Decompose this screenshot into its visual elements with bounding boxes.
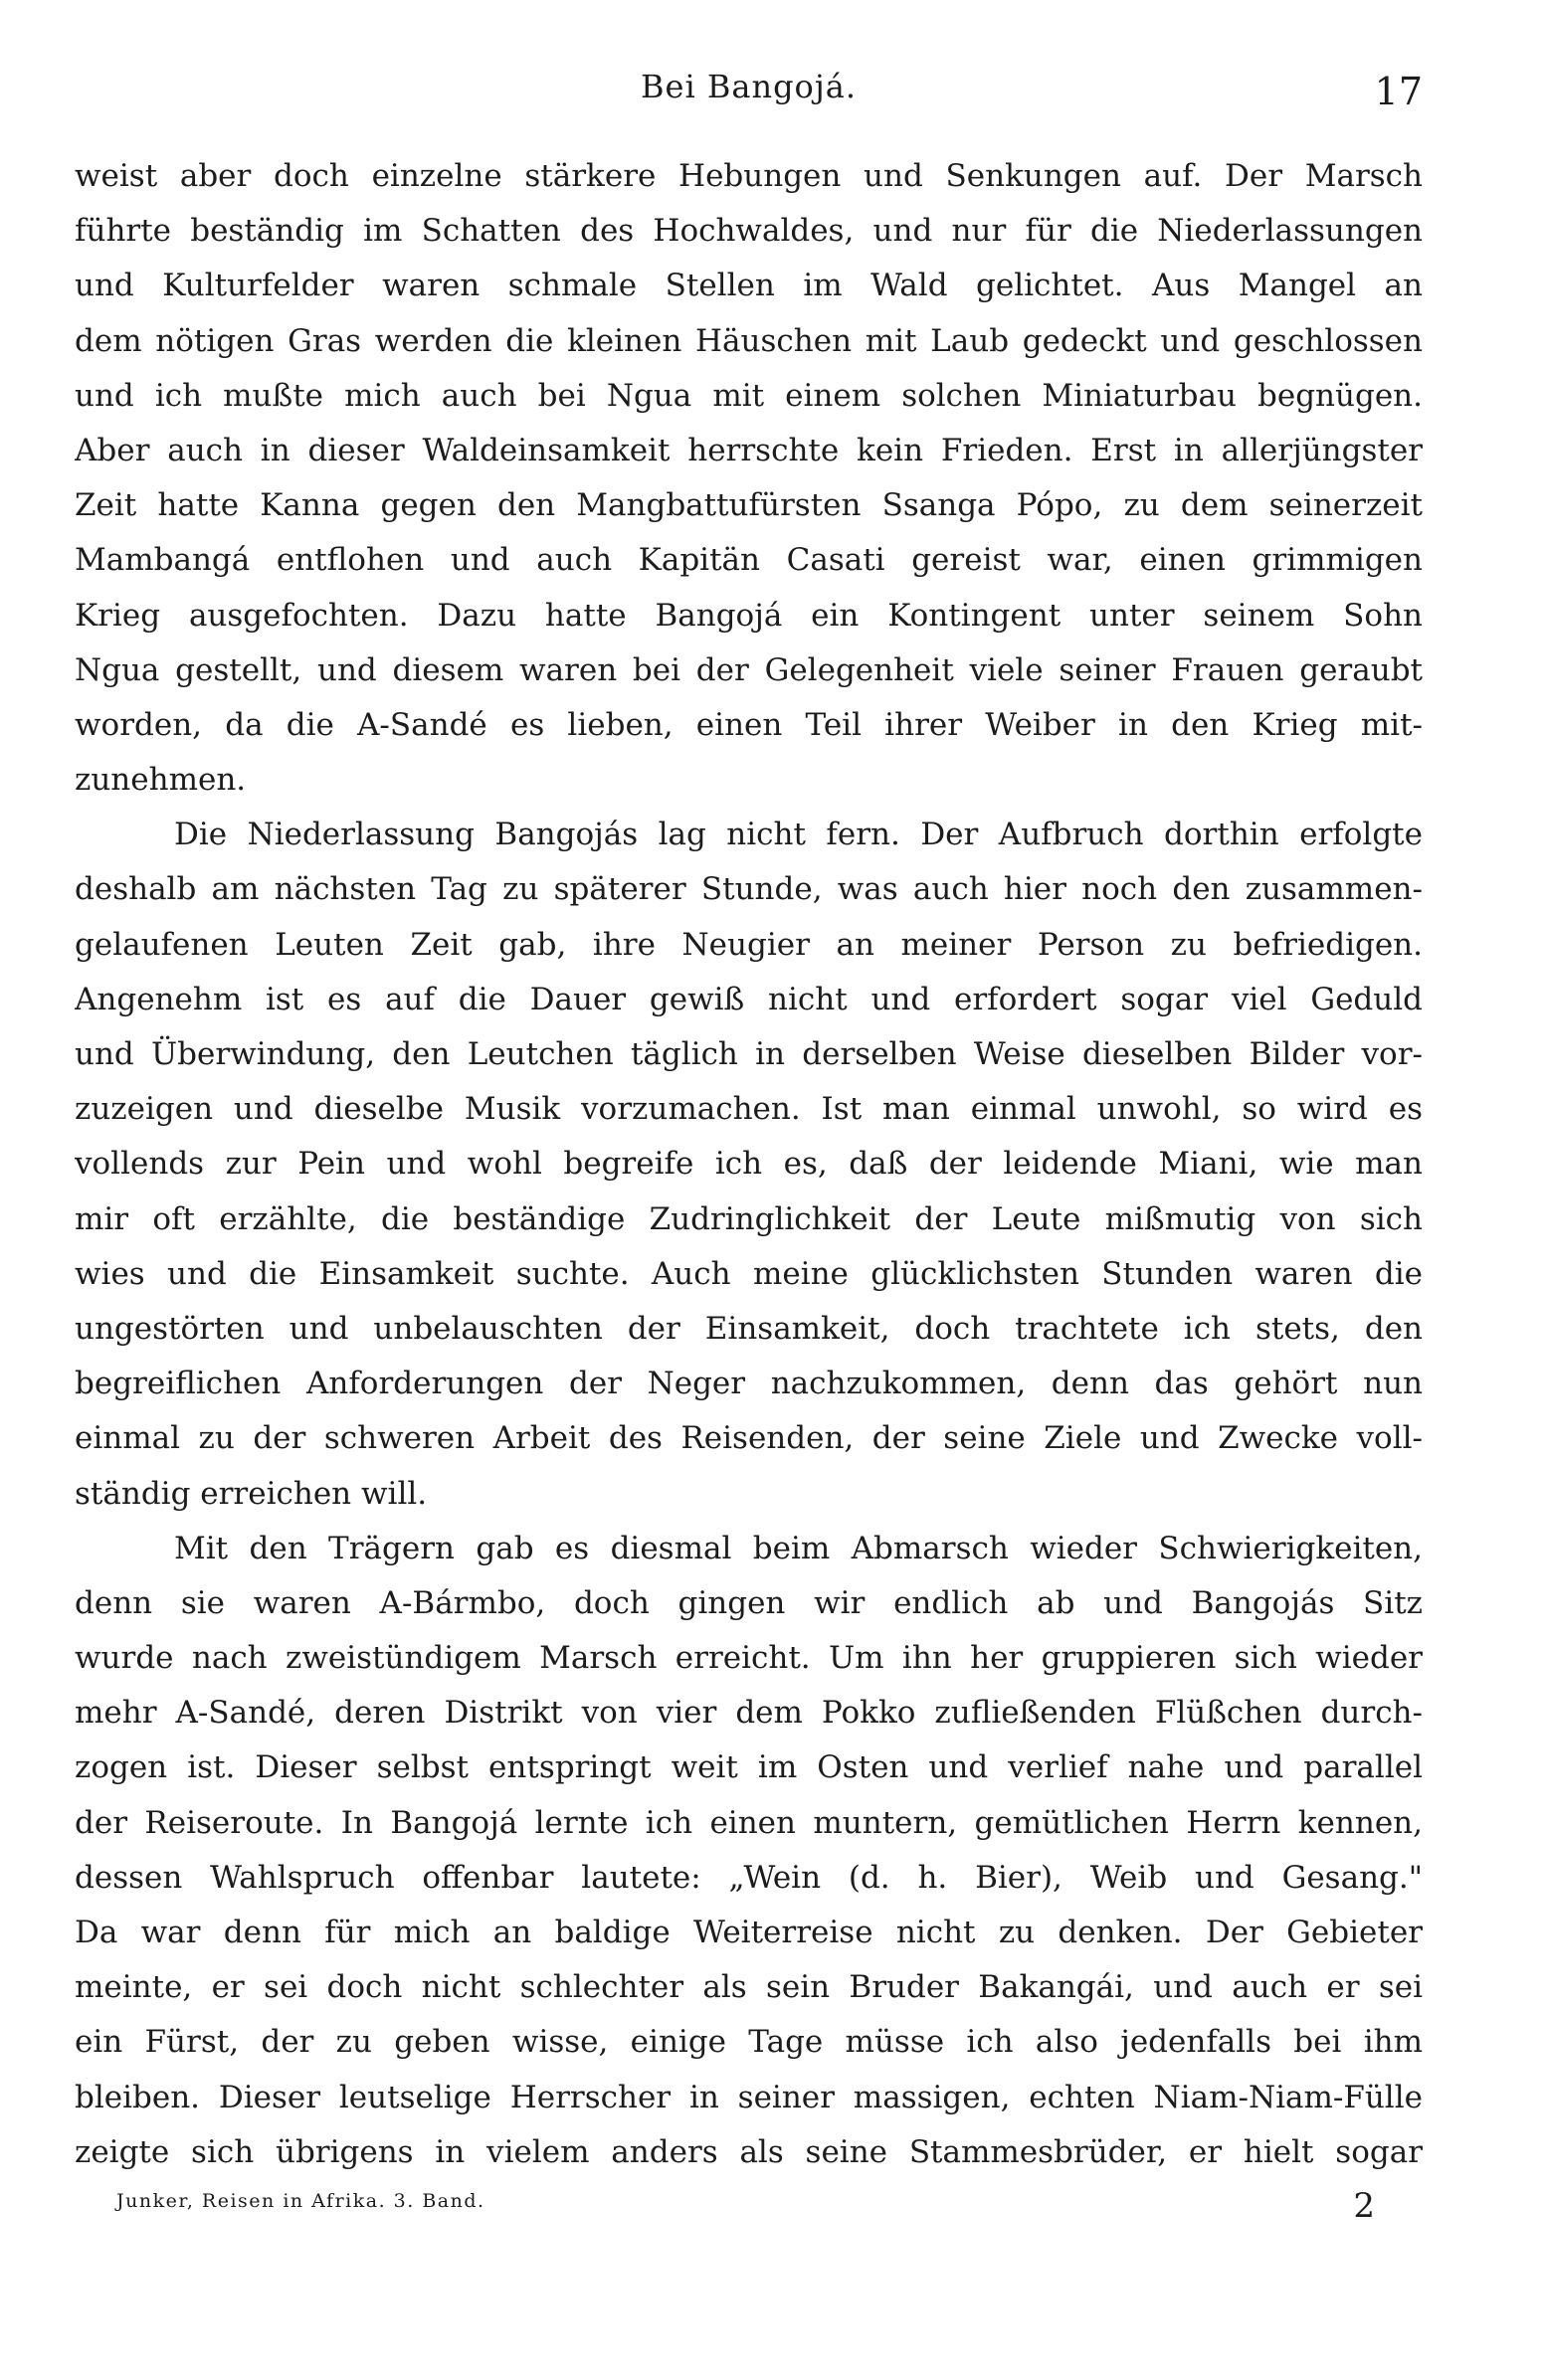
text-line: zunehmen. [75,762,247,799]
text-line: mehr A-Sandé, deren Distrikt von vier dem Pokko zufließenden Flüßchen durch- [75,1695,1423,1732]
text-line: einmal zu der schweren Arbeit des Reisenden, der seine Ziele und Zwecke voll- [75,1420,1423,1457]
text-line: Krieg ausgefochten. Dazu hatte Bangojá ein Kontingent unter seinem Sohn [75,597,1423,634]
paragraph-start-line: Mit den Trägern gab es diesmal beim Abmarsch wieder Schwierigkeiten, [174,1530,1423,1566]
text-line: vollends zur Pein und wohl begreife ich es, daß der leidende Miani, wie man [75,1146,1423,1183]
text-line: dem nötigen Gras werden die kleinen Häuschen mit Laub gedeckt und geschlossen [75,322,1423,359]
text-line: und ich mußte mich auch bei Ngua mit einem solchen Miniaturbau begnügen. [75,377,1423,414]
page-footer [75,2186,1423,2232]
printer-signature: Junker, Reisen in Afrika. 3. Band. [116,2190,485,2212]
running-header [75,68,1423,117]
text-line: ungestörten und unbelauschten der Einsamkeit, doch trachtete ich stets, den [75,1310,1423,1347]
text-line: Ngua gestellt, und diesem waren bei der Gelegenheit viele seiner Frauen geraubt [75,651,1423,688]
text-line: wurde nach zweistündigem Marsch erreicht. Um ihn her gruppieren sich wieder [75,1640,1423,1677]
text-line: zeigte sich übrigens in vielem anders als seine Stammesbrüder, er hielt sogar [75,2133,1423,2170]
text-line: ständig erreichen will. [75,1475,428,1512]
text-line: weist aber doch einzelne stärkere Hebungen und Senkungen auf. Der Marsch [75,158,1423,194]
text-line: Zeit hatte Kanna gegen den Mangbattufürsten Ssanga Pópo, zu dem seinerzeit [75,487,1423,524]
text-line: zuzeigen und dieselbe Musik vorzumachen. Ist man einmal unwohl, so wird es [75,1091,1423,1128]
paragraph-start-line: Die Niederlassung Bangojás lag nicht fern. Der Aufbruch dorthin erfolgte [174,817,1423,853]
text-line: und Überwindung, den Leutchen täglich in derselben Weise dieselben Bilder vor- [75,1036,1423,1072]
text-line: führte beständig im Schatten des Hochwaldes, und nur für die Niederlassungen [75,213,1423,250]
text-line: worden, da die A-Sandé es lieben, einen Teil ihrer Weiber in den Krieg mit- [75,706,1423,743]
text-line: deshalb am nächsten Tag zu späterer Stunde, was auch hier noch den zusammen- [75,871,1423,908]
text-line: Da war denn für mich an baldige Weiterreise nicht zu denken. Der Gebieter [75,1915,1423,1950]
text-body [75,149,1423,2180]
text-line: ein Fürst, der zu geben wisse, einige Tage müsse ich also jedenfalls bei ihm [75,2024,1423,2061]
signature-mark: 2 [1353,2186,1375,2226]
text-line: mir oft erzählte, die beständige Zudringlichkeit der Leute mißmutig von sich [75,1200,1423,1237]
text-line: denn sie waren A-Bármbo, doch gingen wir endlich ab und Bangojás Sitz [75,1584,1423,1621]
text-line: der Reiseroute. In Bangojá lernte ich einen muntern, gemütlichen Herrn kennen, [75,1804,1423,1841]
text-line: zogen ist. Dieser selbst entspringt weit im Osten und verlief nahe und parallel [75,1749,1423,1786]
text-line: dessen Wahlspruch offenbar lautete: „Wein (d. h. Bier), Weib und Gesang." [75,1859,1423,1896]
text-line: wies und die Einsamkeit suchte. Auch meine glücklichsten Stunden waren die [75,1255,1423,1292]
text-line: Angenehm ist es auf die Dauer gewiß nicht und erfordert sogar viel Geduld [75,981,1423,1017]
running-title: Bei Bangojá. [641,68,857,105]
page-number: 17 [1374,70,1423,113]
text-line: Aber auch in dieser Waldeinsamkeit herrschte kein Frieden. Erst in allerjüngster [75,432,1423,468]
text-line: meinte, er sei doch nicht schlechter als sein Bruder Bakangái, und auch er sei [75,1969,1423,2006]
text-line: begreiflichen Anforderungen der Neger nachzukommen, denn das gehört nun [75,1366,1423,1402]
text-line: gelaufenen Leuten Zeit gab, ihre Neugier an meiner Person zu befriedigen. [75,926,1423,963]
text-line: Mambangá entflohen und auch Kapitän Casati gereist war, einen grimmigen [75,542,1423,579]
text-line: bleiben. Dieser leutselige Herrscher in seiner massigen, echten Niam-Niam-Fülle [75,2079,1423,2115]
text-line: und Kulturfelder waren schmale Stellen im Wald gelichtet. Aus Mangel an [75,268,1423,304]
